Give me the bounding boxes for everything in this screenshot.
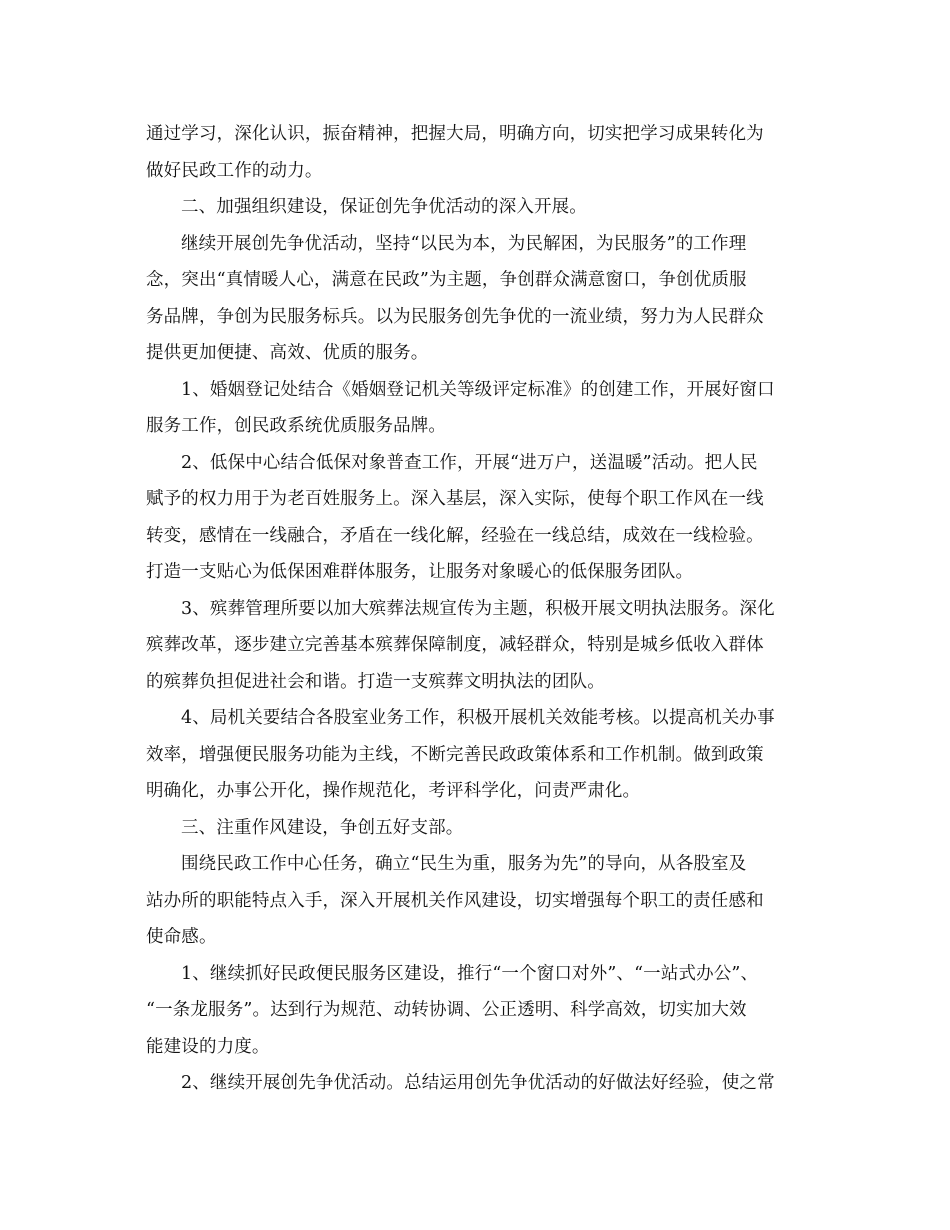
text-line: 4、局机关要结合各股室业务工作，积极开展机关效能考核。以提高机关办事: [181, 708, 775, 728]
text-line: 二、加强组织建设，保证创先争优活动的深入开展。: [181, 197, 587, 217]
text-line: 继续开展创先争优活动，坚持“以民为本，为民解困，为民服务”的工作理: [181, 233, 747, 254]
text-line: 使命感。: [146, 927, 217, 947]
text-line: 2、低保中心结合低保对象普查工作，开展“进万户，送温暖”活动。把人民: [181, 452, 758, 473]
text-line: 1、婚姻登记处结合《婚姻登记机关等级评定标准》的创建工作，开展好窗口: [181, 379, 775, 400]
text-line: 念，突出“真情暖人心，满意在民政”为主题，争创群众满意窗口，争创优质服: [146, 270, 747, 290]
text-line: 做好民政工作的动力。: [146, 160, 323, 181]
text-line: 1、继续抓好民政便民服务区建设，推行“一个窗口对外”、“一站式办公”、: [181, 963, 759, 984]
text-line: 围绕民政工作中心任务，确立“民生为重，服务为先”的导向，从各股室及: [181, 854, 747, 874]
text-line: 务品牌，争创为民服务标兵。以为民服务创先争优的一流业绩，努力为人民群众: [146, 306, 764, 327]
text-line: 打造一支贴心为低保困难群体服务，让服务对象暖心的低保服务团队。: [146, 562, 694, 582]
document-body: [146, 116, 806, 1102]
text-line: 赋予的权力用于为老百姓服务上。深入基层，深入实际，使每个职工作风在一线: [146, 489, 764, 509]
text-line: 三、注重作风建设，争创五好支部。: [181, 817, 464, 838]
text-line: 的殡葬负担促进社会和谐。打造一支殡葬文明执法的团队。: [146, 671, 605, 692]
text-line: 服务工作，创民政系统优质服务品牌。: [146, 416, 447, 436]
text-line: 殡葬改革，逐步建立完善基本殡葬保障制度，减轻群众，特别是城乡低收入群体: [146, 635, 764, 655]
text-line: 3、殡葬管理所要以加大殡葬法规宣传为主题，积极开展文明执法服务。深化: [181, 598, 775, 619]
text-line: 转变，感情在一线融合，矛盾在一线化解，经验在一线总结，成效在一线检验。: [146, 525, 764, 546]
text-line: 能建设的力度。: [146, 1036, 270, 1057]
text-line: 提供更加便捷、高效、优质的服务。: [146, 343, 429, 363]
text-line: 站办所的职能特点入手，深入开展机关作风建设，切实增强每个职工的责任感和: [146, 890, 764, 911]
text-line: 通过学习，深化认识，振奋精神，把握大局，明确方向，切实把学习成果转化为: [146, 124, 764, 144]
text-line: “一条龙服务”。达到行为规范、动转协调、公正透明、科学高效，切实加大效: [146, 1000, 747, 1020]
text-line: 效率，增强便民服务功能为主线，不断完善民政政策体系和工作机制。做到政策: [146, 744, 764, 765]
text-line: 2、继续开展创先争优活动。总结运用创先争优活动的好做法好经验，使之常: [181, 1073, 775, 1093]
text-line: 明确化，办事公开化，操作规范化，考评科学化，问责严肃化。: [146, 781, 641, 801]
